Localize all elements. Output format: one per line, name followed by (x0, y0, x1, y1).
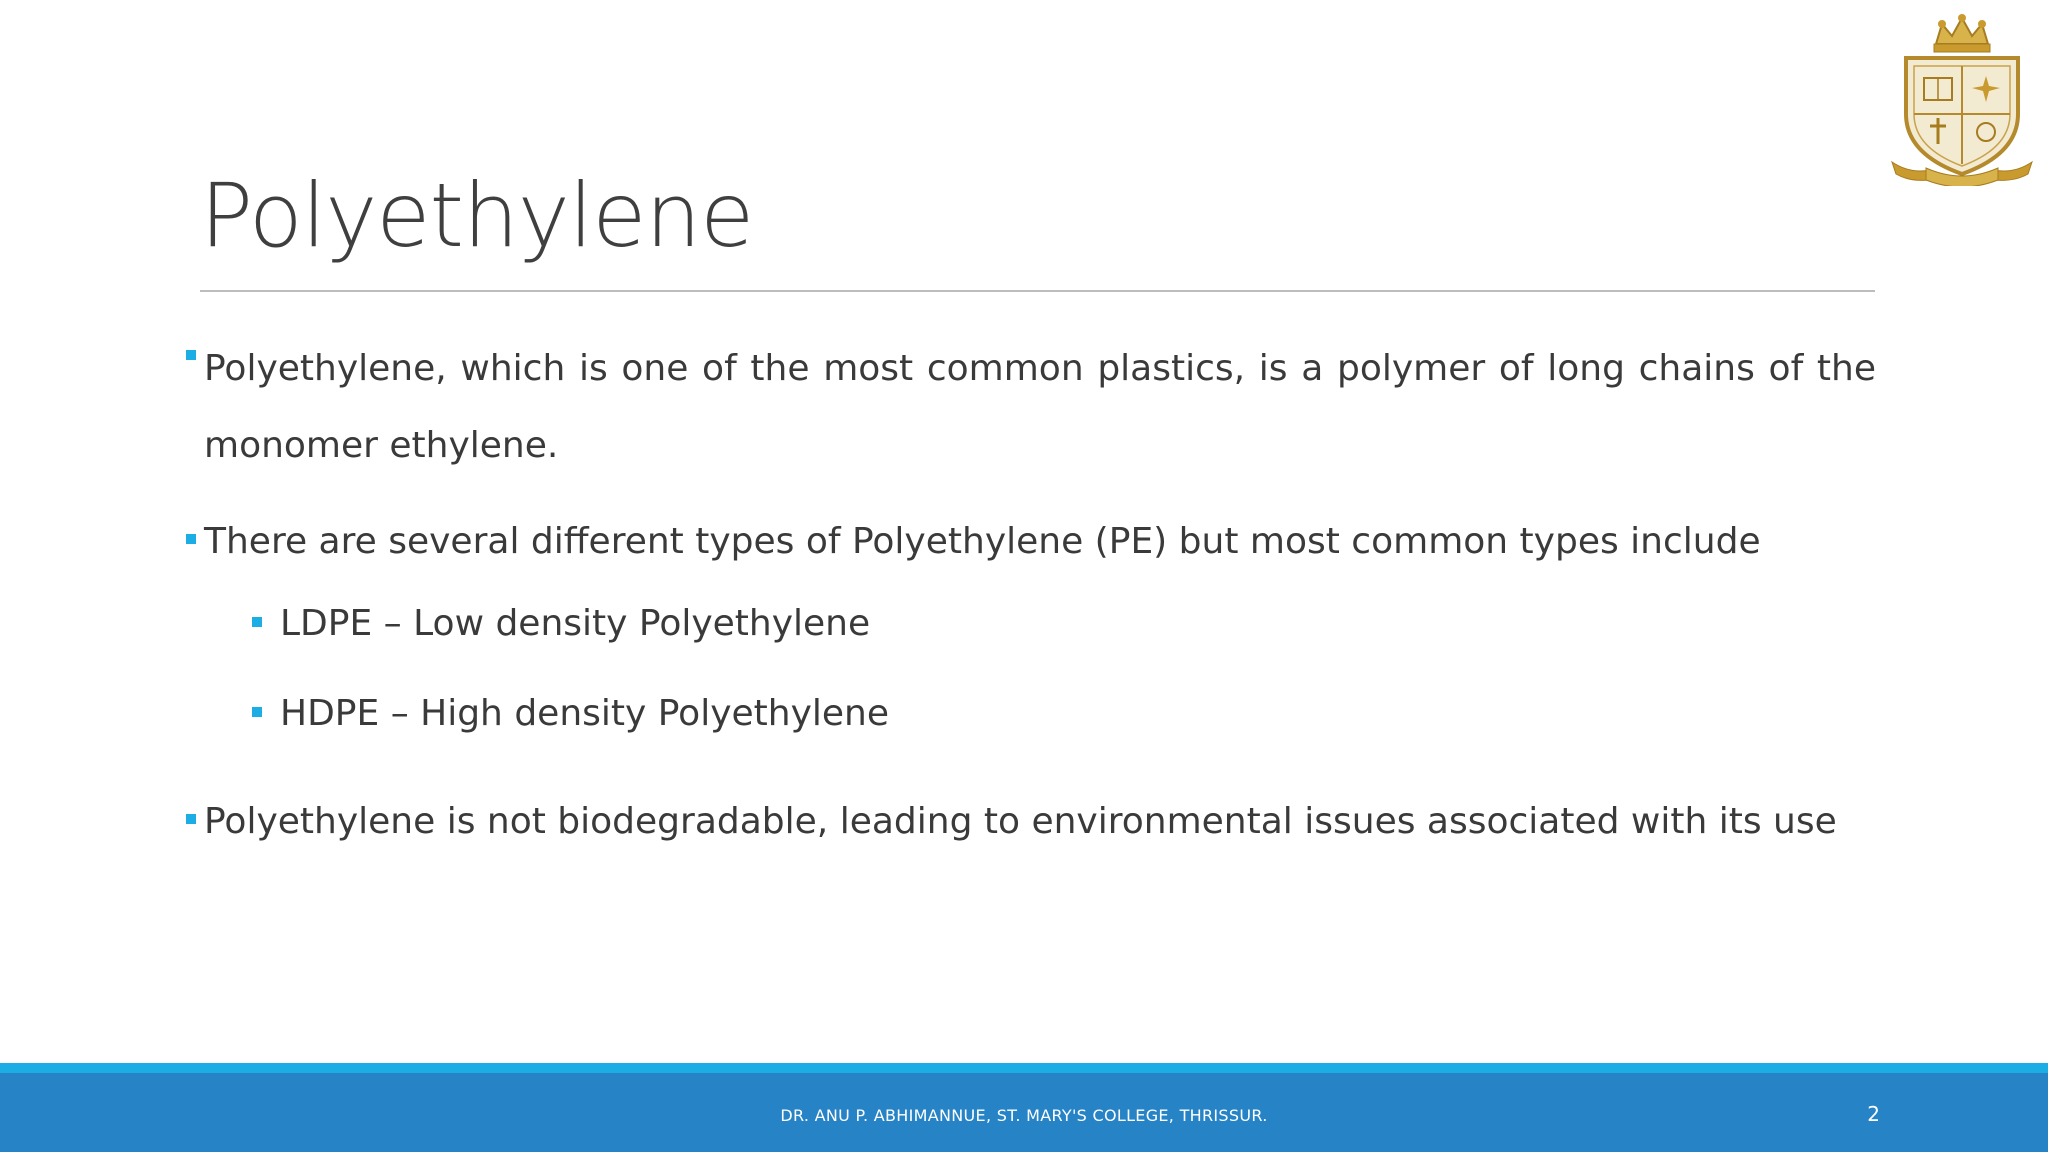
page-number: 2 (1867, 1102, 1880, 1126)
bullet-text: Polyethylene, which is one of the most common plastics, is a polymer of long chains of the monomer ethylene. (204, 348, 1876, 466)
bullet-item (186, 514, 1876, 570)
slide-title: Polyethylene (200, 164, 754, 267)
sub-bullet-item (252, 596, 1876, 652)
sub-bullet-text: LDPE – Low density Polyethylene (280, 603, 871, 644)
bullet-text: There are several different types of Polyethylene (PE) but most common types include (204, 521, 1761, 562)
sub-bullet-text: HDPE – High density Polyethylene (280, 693, 890, 734)
sub-bullet-item (252, 686, 1876, 742)
bullet-square-icon (252, 617, 262, 627)
bullet-text: Polyethylene is not biodegradable, leading to environmental issues associated with its use (204, 801, 1837, 842)
bullet-item (186, 330, 1876, 484)
bullet-square-icon (186, 534, 196, 544)
bullet-square-icon (252, 707, 262, 717)
title-divider (200, 290, 1875, 292)
bullet-square-icon (186, 814, 196, 824)
footer-accent-stripe (0, 1063, 2048, 1073)
bullet-item (186, 794, 1876, 850)
college-crest-icon (1890, 14, 2034, 186)
slide-body (186, 330, 1876, 850)
bullet-square-icon (186, 350, 196, 360)
footer-text: DR. ANU P. ABHIMANNUE, ST. MARY'S COLLEGE, THRISSUR. (780, 1106, 1268, 1125)
